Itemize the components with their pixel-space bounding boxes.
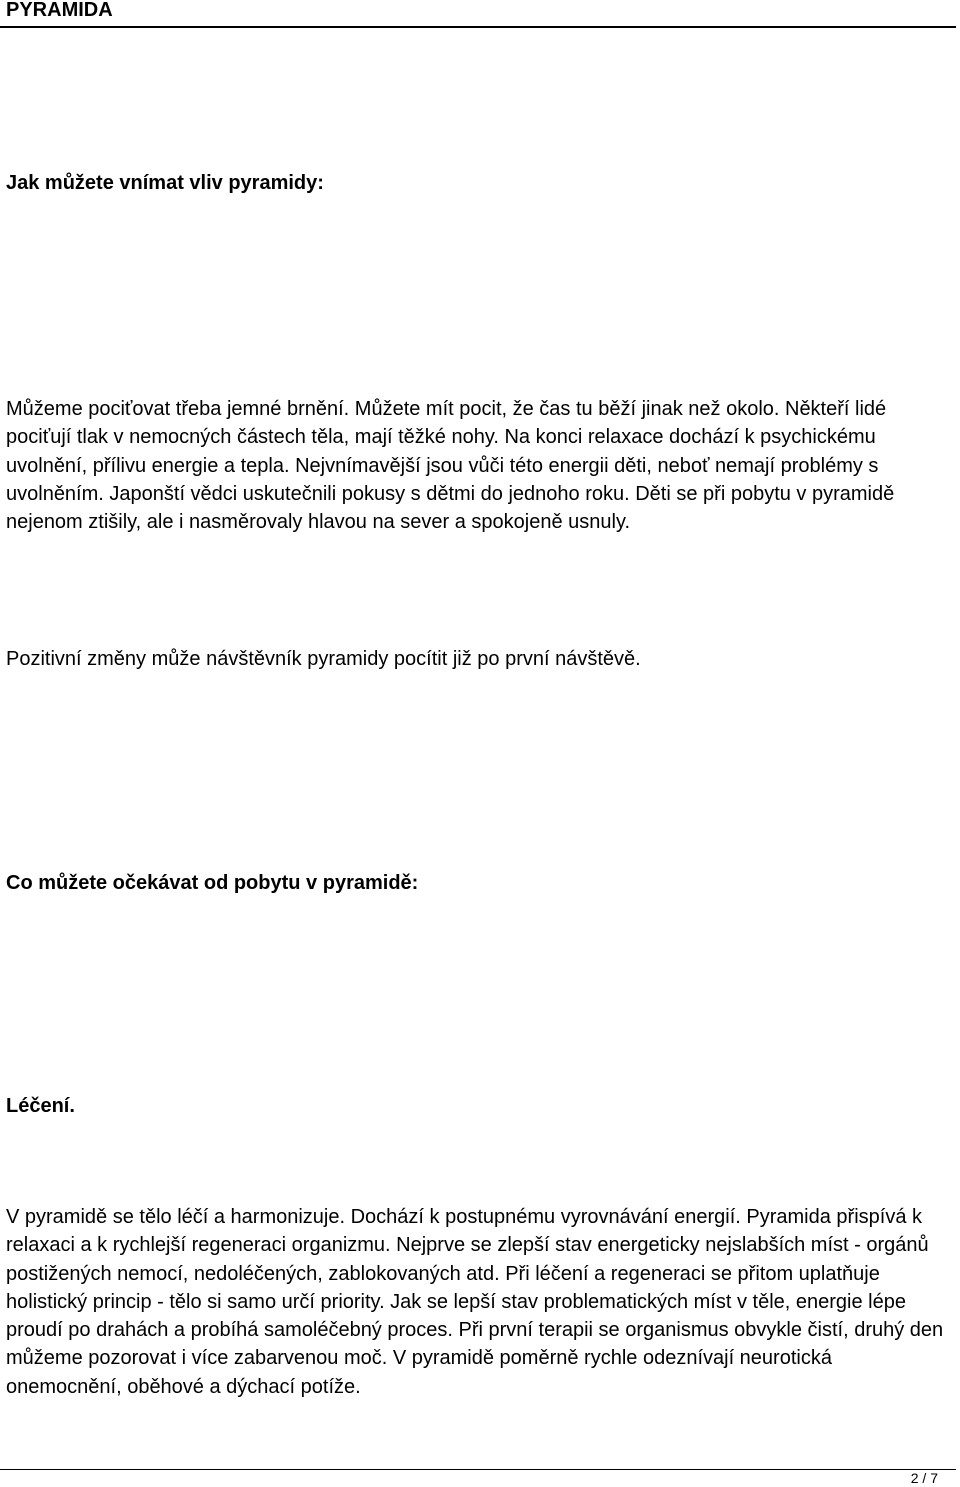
page-number: 2 / 7 xyxy=(910,1470,938,1486)
paragraph-positive-changes: Pozitivní změny může návštěvník pyramidy pocítit již po první návštěvě. xyxy=(6,648,641,670)
section-heading-healing: Léčení. xyxy=(6,1095,75,1117)
paragraph-healing: V pyramidě se tělo léčí a harmonizuje. Dochází k postupnému vyrovnávání energií. Pyramida přispívá k relaxaci a k rychlejší regeneraci organizmu. Nejprve se zlepší stav energeticky nejslabších míst - orgánů postižených nemocí, nedoléčených, zablokovaných atd. Při léčení a regeneraci se přitom uplatňuje holistický princip - tělo si samo určí priority. Jak se lepší stav problematických míst v těle, energie lépe proudí po drahách a probíhá samoléčebný proces. Při první terapii se organismus obvykle čistí, druhý den můžeme pozorovat i více zabarvenou moč. V pyramidě poměrně rychle odeznívají neurotická onemocnění, oběhové a dýchací potíže. xyxy=(6,1206,944,1398)
paragraph-perception: Můžeme pociťovat třeba jemné brnění. Můžete mít pocit, že čas tu běží jinak než okolo. Někteří lidé pociťují tlak v nemocných částech těla, mají těžké nohy. Na konci relaxace dochází k psychickému uvolnění, přílivu energie a tepla. Nejvnímavější jsou vůči této energii děti, neboť nemají problémy s uvolněním. Japonští vědci uskutečnili pokusy s dětmi do jednoho roku. Děti se při pobytu v pyramidě nejenom ztišily, ale i nasměrovaly hlavou na sever a spokojeně usnuly. xyxy=(6,398,895,534)
footer-divider xyxy=(0,1469,956,1470)
section-heading-perception: Jak můžete vnímat vliv pyramidy: xyxy=(6,172,324,194)
page-header xyxy=(0,0,956,28)
document-title: PYRAMIDA xyxy=(6,0,113,21)
section-heading-expectations: Co můžete očekávat od pobytu v pyramidě: xyxy=(6,872,419,894)
